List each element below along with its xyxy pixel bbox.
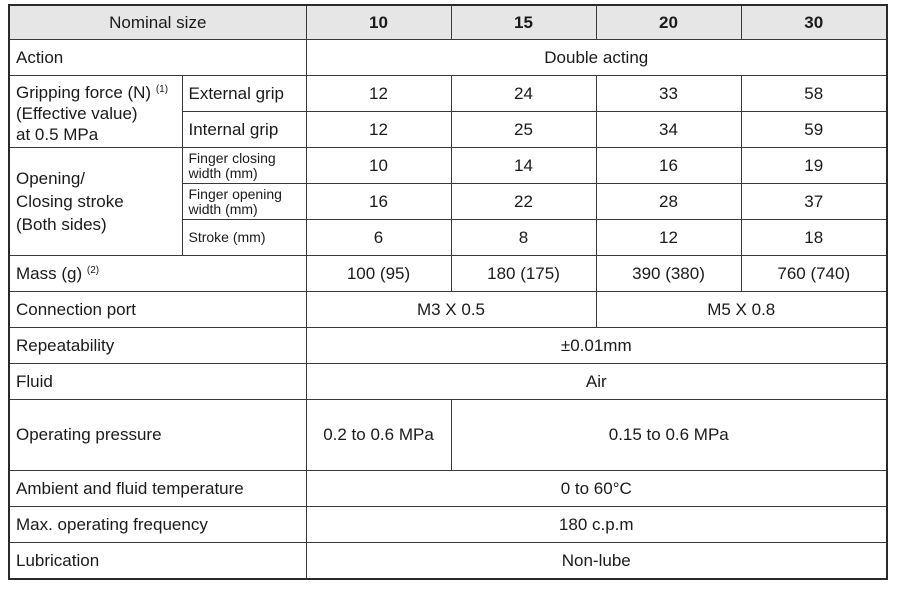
- external-grip-value: 33: [596, 76, 741, 112]
- header-size-20: 20: [596, 5, 741, 40]
- internal-grip-value: 25: [451, 112, 596, 148]
- finger-closing-value: 19: [741, 148, 887, 184]
- gripping-force-label-line2: (Effective value): [16, 103, 138, 123]
- mass-note: (2): [86, 264, 100, 276]
- header-size-10: 10: [306, 5, 451, 40]
- gripping-force-note: (1): [155, 83, 169, 95]
- finger-closing-label-line2: width (mm): [188, 164, 258, 181]
- row-repeatability: [9, 328, 887, 364]
- max-frequency-value: 180 c.p.m: [306, 507, 887, 543]
- external-grip-label: External grip: [182, 76, 306, 112]
- ambient-temperature-value: 0 to 60°C: [306, 471, 887, 507]
- finger-opening-value: 37: [741, 184, 887, 220]
- mass-label-text: Mass (g): [16, 263, 83, 283]
- external-grip-value: 24: [451, 76, 596, 112]
- stroke-group-label-line2: Closing stroke: [16, 192, 124, 211]
- finger-closing-value: 10: [306, 148, 451, 184]
- action-label: Action: [9, 40, 306, 76]
- mass-value: 100 (95): [306, 256, 451, 292]
- operating-pressure-value: 0.2 to 0.6 MPa: [306, 400, 451, 471]
- stroke-group-label: [9, 148, 182, 256]
- fluid-label: Fluid: [9, 364, 306, 400]
- row-external-grip: [9, 76, 887, 112]
- finger-opening-value: 22: [451, 184, 596, 220]
- mass-label: [9, 256, 306, 292]
- external-grip-value: 58: [741, 76, 887, 112]
- connection-port-label: Connection port: [9, 292, 306, 328]
- mass-value: 760 (740): [741, 256, 887, 292]
- header-nominal-size: Nominal size: [9, 5, 306, 40]
- stroke-group-label-line3: (Both sides): [16, 215, 107, 234]
- stroke-value: 12: [596, 220, 741, 256]
- ambient-temperature-label: Ambient and fluid temperature: [9, 471, 306, 507]
- gripping-force-label: [9, 76, 182, 148]
- fluid-value: Air: [306, 364, 887, 400]
- finger-opening-label-line1: Finger opening: [188, 185, 282, 202]
- internal-grip-value: 12: [306, 112, 451, 148]
- finger-opening-value: 16: [306, 184, 451, 220]
- row-fluid: [9, 364, 887, 400]
- stroke-group-label-line1: Opening/: [16, 169, 85, 188]
- gripping-force-label-line1: Gripping force (N): [16, 82, 152, 102]
- gripping-force-label-line3: at 0.5 MPa: [16, 124, 99, 144]
- internal-grip-label: Internal grip: [182, 112, 306, 148]
- operating-pressure-value: 0.15 to 0.6 MPa: [451, 400, 887, 471]
- operating-pressure-label: Operating pressure: [9, 400, 306, 471]
- row-max-frequency: [9, 507, 887, 543]
- finger-opening-label-line2: width (mm): [188, 200, 258, 217]
- header-size-30: 30: [741, 5, 887, 40]
- finger-closing-label: [182, 148, 306, 184]
- lubrication-label: Lubrication: [9, 543, 306, 580]
- internal-grip-value: 34: [596, 112, 741, 148]
- row-finger-closing: [9, 148, 887, 184]
- finger-closing-label-line1: Finger closing: [188, 149, 276, 166]
- repeatability-value: ±0.01mm: [306, 328, 887, 364]
- row-action: [9, 40, 887, 76]
- max-frequency-label: Max. operating frequency: [9, 507, 306, 543]
- mass-value: 180 (175): [451, 256, 596, 292]
- lubrication-value: Non-lube: [306, 543, 887, 580]
- row-mass: [9, 256, 887, 292]
- row-connection-port: [9, 292, 887, 328]
- action-value: Double acting: [306, 40, 887, 76]
- finger-closing-value: 14: [451, 148, 596, 184]
- row-operating-pressure: [9, 400, 887, 471]
- connection-port-value: M5 X 0.8: [596, 292, 887, 328]
- finger-opening-label: [182, 184, 306, 220]
- stroke-value: 6: [306, 220, 451, 256]
- repeatability-label: Repeatability: [9, 328, 306, 364]
- finger-closing-value: 16: [596, 148, 741, 184]
- finger-opening-value: 28: [596, 184, 741, 220]
- connection-port-value: M3 X 0.5: [306, 292, 596, 328]
- internal-grip-value: 59: [741, 112, 887, 148]
- specifications-table: [8, 4, 888, 580]
- stroke-value: 8: [451, 220, 596, 256]
- external-grip-value: 12: [306, 76, 451, 112]
- stroke-label: Stroke (mm): [182, 220, 306, 256]
- stroke-value: 18: [741, 220, 887, 256]
- row-ambient-temperature: [9, 471, 887, 507]
- mass-value: 390 (380): [596, 256, 741, 292]
- header-size-15: 15: [451, 5, 596, 40]
- row-lubrication: [9, 543, 887, 580]
